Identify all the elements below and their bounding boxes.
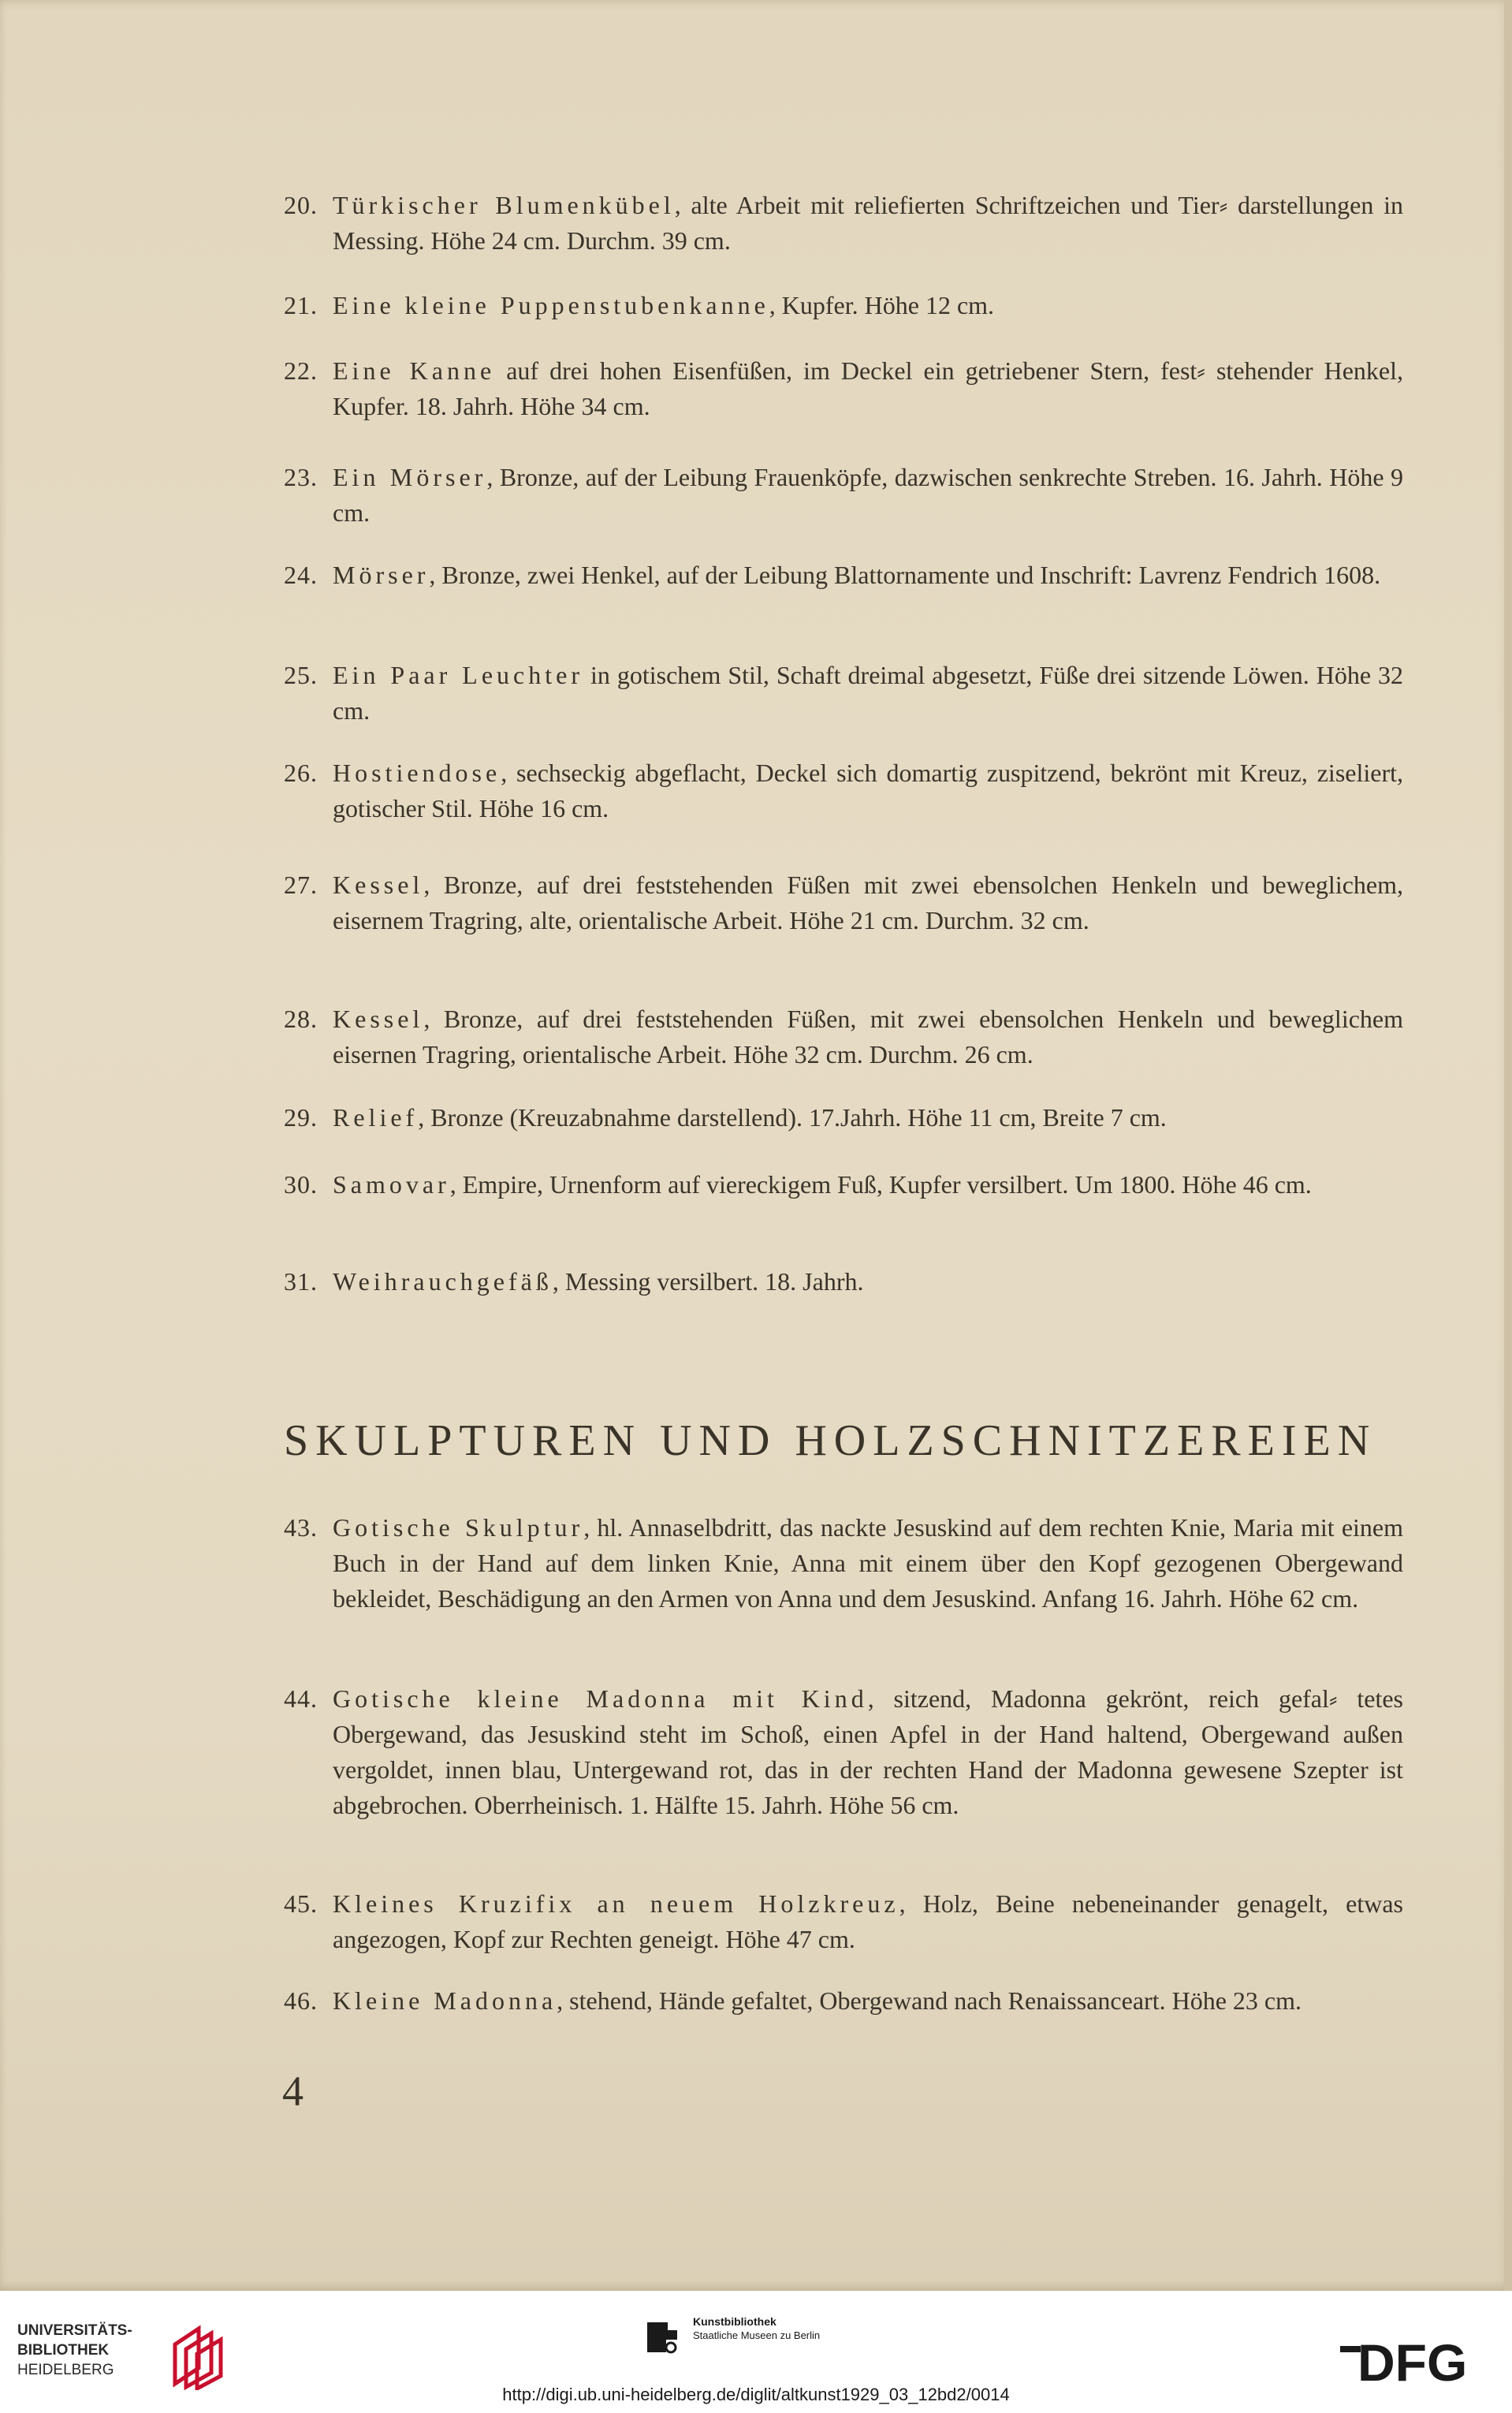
uni-logo-line: HEIDELBERG bbox=[17, 2362, 114, 2378]
entry-number: 46. bbox=[284, 1986, 318, 2015]
entry-name: Ein Mörser bbox=[333, 463, 487, 491]
dfg-logo[interactable] bbox=[1340, 2332, 1490, 2387]
page-number: 4 bbox=[282, 2068, 304, 2115]
kb-logo-line: Kunstbibliothek bbox=[693, 2315, 776, 2328]
entry-description: , Kupfer. Höhe 12 cm. bbox=[769, 291, 995, 319]
kunstbibliothek-mark-icon bbox=[642, 2316, 683, 2357]
entry-name: Relief bbox=[333, 1103, 419, 1132]
entry-number: 20. bbox=[284, 191, 318, 219]
university-library-logo[interactable] bbox=[17, 2321, 222, 2392]
entry-number: 22. bbox=[284, 356, 318, 385]
entry-description: , Bronze, auf drei feststehenden Füßen mit zwei ebensolchen Henkeln und beweglichem, eisernem Tragring, alte, orientalische Arbeit. Höhe 21 cm. Durchm. 32 cm. bbox=[333, 871, 1403, 934]
entry-name: Türkischer Blumenkübel bbox=[333, 191, 675, 219]
entry-number: 30. bbox=[284, 1170, 318, 1199]
entry-description: , Bronze (Kreuzabnahme darstellend). 17.Jahrh. Höhe 11 cm, Breite 7 cm. bbox=[418, 1103, 1167, 1132]
entry-number: 25. bbox=[284, 661, 318, 689]
kunstbibliothek-logo[interactable] bbox=[642, 2314, 903, 2370]
entry-description: , sitzend, Madonna gekrönt, reich gefal⸗ tetes Obergewand, das Jesuskind steht im Schoß, einen Apfel in der Hand haltend, Obergewand außen vergoldet, innen blau, Untergewand rot, das in der rechten Hand der Madonna gewesene Szepter ist abgebrochen. Oberrheinisch. 1. Hälfte 15. Jahrh. Höhe 56 cm. bbox=[333, 1684, 1404, 1819]
entry-name: Kessel bbox=[333, 871, 424, 899]
entry-name: Eine Kanne bbox=[333, 356, 496, 385]
entry-name: Hostiendose bbox=[333, 759, 501, 787]
entry-number: 24. bbox=[284, 561, 318, 589]
entry-name: Mörser bbox=[333, 561, 430, 589]
entry-name: Gotische kleine Madonna mit Kind bbox=[333, 1684, 868, 1713]
section-heading: SKULPTUREN UND HOLZSCHNITZEREIEN bbox=[284, 1416, 1377, 1465]
entry-description: , Empire, Urnenform auf viereckigem Fuß, Kupfer versilbert. Um 1800. Höhe 46 cm. bbox=[449, 1170, 1312, 1199]
entry-name: Eine kleine Puppenstubenkanne bbox=[333, 291, 769, 319]
entry-name: Ein Paar Leuchter bbox=[333, 661, 583, 689]
entry-number: 44. bbox=[284, 1684, 318, 1713]
entry-name: Kleine Madonna bbox=[333, 1986, 557, 2015]
entry-name: Weihrauchgefäß bbox=[333, 1267, 553, 1296]
source-url-link[interactable]: http://digi.ub.uni-heidelberg.de/diglit/altkunst1929_03_12bd2/0014 bbox=[502, 2385, 1010, 2404]
page-edge bbox=[1504, 0, 1512, 2291]
entry-number: 31. bbox=[284, 1267, 318, 1296]
entry-description: , hl. Annaselbdritt, das nackte Jesuskind auf dem rechten Knie, Maria mit einem Buch in der Hand auf dem linken Knie, Anna mit einem über den Kopf gezogenen Obergewand bekleidet, Beschädigung an den Armen von Anna und dem Jesuskind. Anfang 16. Jahrh. Höhe 62 cm. bbox=[333, 1513, 1404, 1613]
entry-number: 23. bbox=[284, 463, 318, 491]
entry-description: , Messing versilbert. 18. Jahrh. bbox=[552, 1267, 864, 1296]
entry-description: , Bronze, zwei Henkel, auf der Leibung Blattornamente und Inschrift: Lavrenz Fendrich 1608. bbox=[429, 561, 1381, 589]
entry-description: , Bronze, auf der Leibung Frauenköpfe, dazwischen senkrechte Streben. 16. Jahrh. Höhe 9 cm. bbox=[333, 463, 1404, 527]
entry-name: Kleines Kruzifix an neuem Holzkreuz bbox=[333, 1889, 899, 1918]
kb-logo-line: Staatliche Museen zu Berlin bbox=[693, 2329, 821, 2341]
entry-name: Gotische Skulptur bbox=[333, 1513, 584, 1542]
entry-number: 29. bbox=[284, 1103, 318, 1132]
entry-description: , stehend, Hände gefaltet, Obergewand nach Renaissanceart. Höhe 23 cm. bbox=[557, 1986, 1302, 2015]
entry-name: Samovar bbox=[333, 1170, 450, 1199]
entry-number: 27. bbox=[284, 871, 318, 899]
uni-logo-line: UNIVERSITÄTS- bbox=[17, 2322, 132, 2339]
entry-description: in gotischem Stil, Schaft dreimal abgesetzt, Füße drei sitzende Löwen. Höhe 32 cm. bbox=[333, 661, 1404, 725]
entry-number: 45. bbox=[284, 1889, 318, 1918]
entry-name: Kessel bbox=[333, 1005, 424, 1033]
entry-number: 28. bbox=[284, 1005, 318, 1033]
entry-description: , Bronze, auf drei feststehenden Füßen, mit zwei ebensolchen Henkeln und beweglichem eisernen Tragring, orientalische Arbeit. Höhe 32 cm. Durchm. 26 cm. bbox=[333, 1005, 1403, 1069]
entry-description: auf drei hohen Eisenfüßen, im Deckel ein getriebener Stern, fest⸗ stehender Henkel, Kupfer. 18. Jahrh. Höhe 34 cm. bbox=[333, 356, 1404, 420]
entry-number: 21. bbox=[284, 291, 318, 319]
dfg-logo-text: DFG bbox=[1357, 2333, 1468, 2387]
entry-description: , Holz, Beine nebeneinander genagelt, etwas angezogen, Kopf zur Rechten geneigt. Höhe 47 cm. bbox=[333, 1889, 1404, 1953]
entry-description: , alte Arbeit mit reliefierten Schriftzeichen und Tier⸗ darstellungen in Messing. Höhe 24 cm. Durchm. 39 cm. bbox=[333, 191, 1404, 255]
entry-description: , sechseckig abgeflacht, Deckel sich domartig zuspitzend, bekrönt mit Kreuz, ziseliert, gotischer Stil. Höhe 16 cm. bbox=[333, 759, 1403, 822]
entry-number: 43. bbox=[284, 1513, 318, 1542]
book-stack-icon bbox=[167, 2321, 224, 2390]
uni-logo-line: BIBLIOTHEK bbox=[17, 2342, 110, 2359]
entry-number: 26. bbox=[284, 759, 318, 787]
footer-bar bbox=[0, 2291, 1512, 2413]
